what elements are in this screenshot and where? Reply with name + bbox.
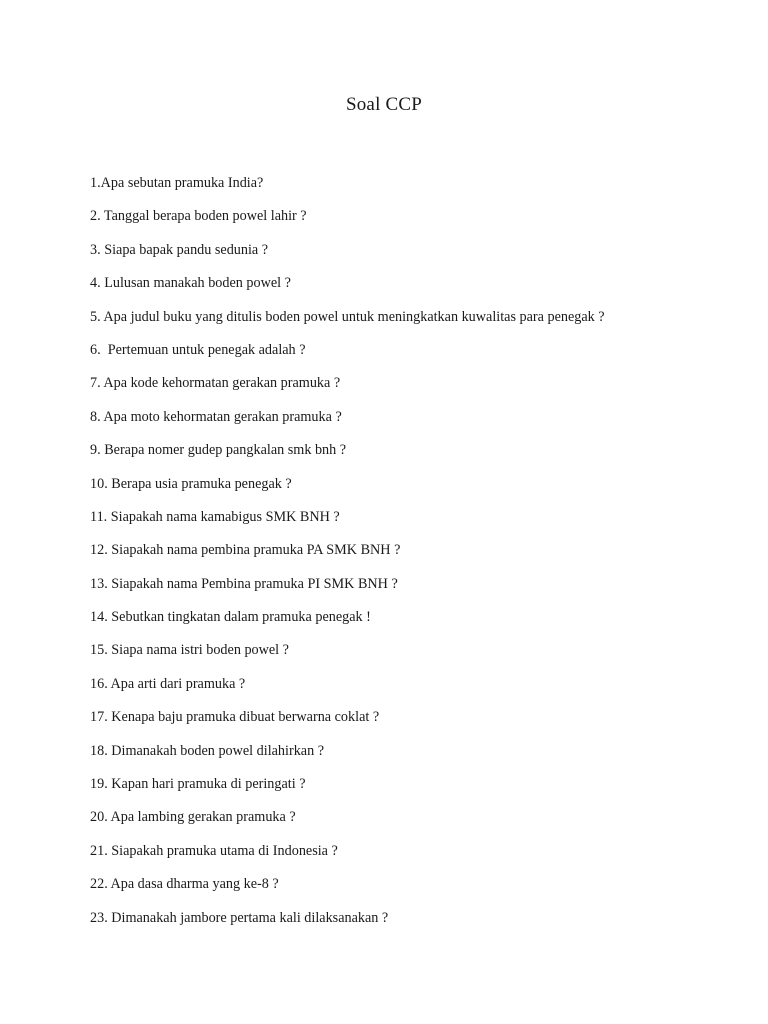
question-item: 6. Pertemuan untuk penegak adalah ?	[90, 341, 306, 358]
question-item: 11. Siapakah nama kamabigus SMK BNH ?	[90, 508, 340, 525]
question-item: 10. Berapa usia pramuka penegak ?	[90, 475, 292, 492]
question-item: 4. Lulusan manakah boden powel ?	[90, 275, 291, 292]
question-list	[90, 172, 730, 940]
question-item: 5. Apa judul buku yang ditulis boden powel untuk meningkatkan kuwalitas para penegak ?	[90, 308, 605, 325]
question-item: 18. Dimanakah boden powel dilahirkan ?	[90, 742, 325, 759]
question-item: 20. Apa lambing gerakan pramuka ?	[90, 809, 296, 826]
question-item: 22. Apa dasa dharma yang ke-8 ?	[90, 876, 279, 893]
question-item: 3. Siapa bapak pandu sedunia ?	[90, 241, 269, 258]
question-item: 19. Kapan hari pramuka di peringati ?	[90, 776, 306, 793]
document-title: Soal CCP	[345, 94, 423, 115]
question-item: 13. Siapakah nama Pembina pramuka PI SMK BNH ?	[90, 575, 398, 592]
question-item: 23. Dimanakah jambore pertama kali dilaksanakan ?	[90, 909, 389, 926]
question-item: 1.Apa sebutan pramuka India?	[90, 175, 264, 191]
question-item: 8. Apa moto kehormatan gerakan pramuka ?	[90, 408, 342, 425]
question-item: 2. Tanggal berapa boden powel lahir ?	[90, 208, 307, 225]
question-item: 9. Berapa nomer gudep pangkalan smk bnh ?	[90, 442, 347, 459]
question-item: 15. Siapa nama istri boden powel ?	[90, 642, 289, 659]
question-item: 16. Apa arti dari pramuka ?	[90, 675, 246, 692]
question-item: 7. Apa kode kehormatan gerakan pramuka ?	[90, 375, 341, 392]
question-item: 17. Kenapa baju pramuka dibuat berwarna coklat ?	[90, 709, 380, 726]
question-item: 14. Sebutkan tingkatan dalam pramuka penegak !	[90, 609, 371, 626]
question-item: 21. Siapakah pramuka utama di Indonesia ?	[90, 842, 338, 859]
question-item: 12. Siapakah nama pembina pramuka PA SMK BNH ?	[90, 542, 401, 559]
